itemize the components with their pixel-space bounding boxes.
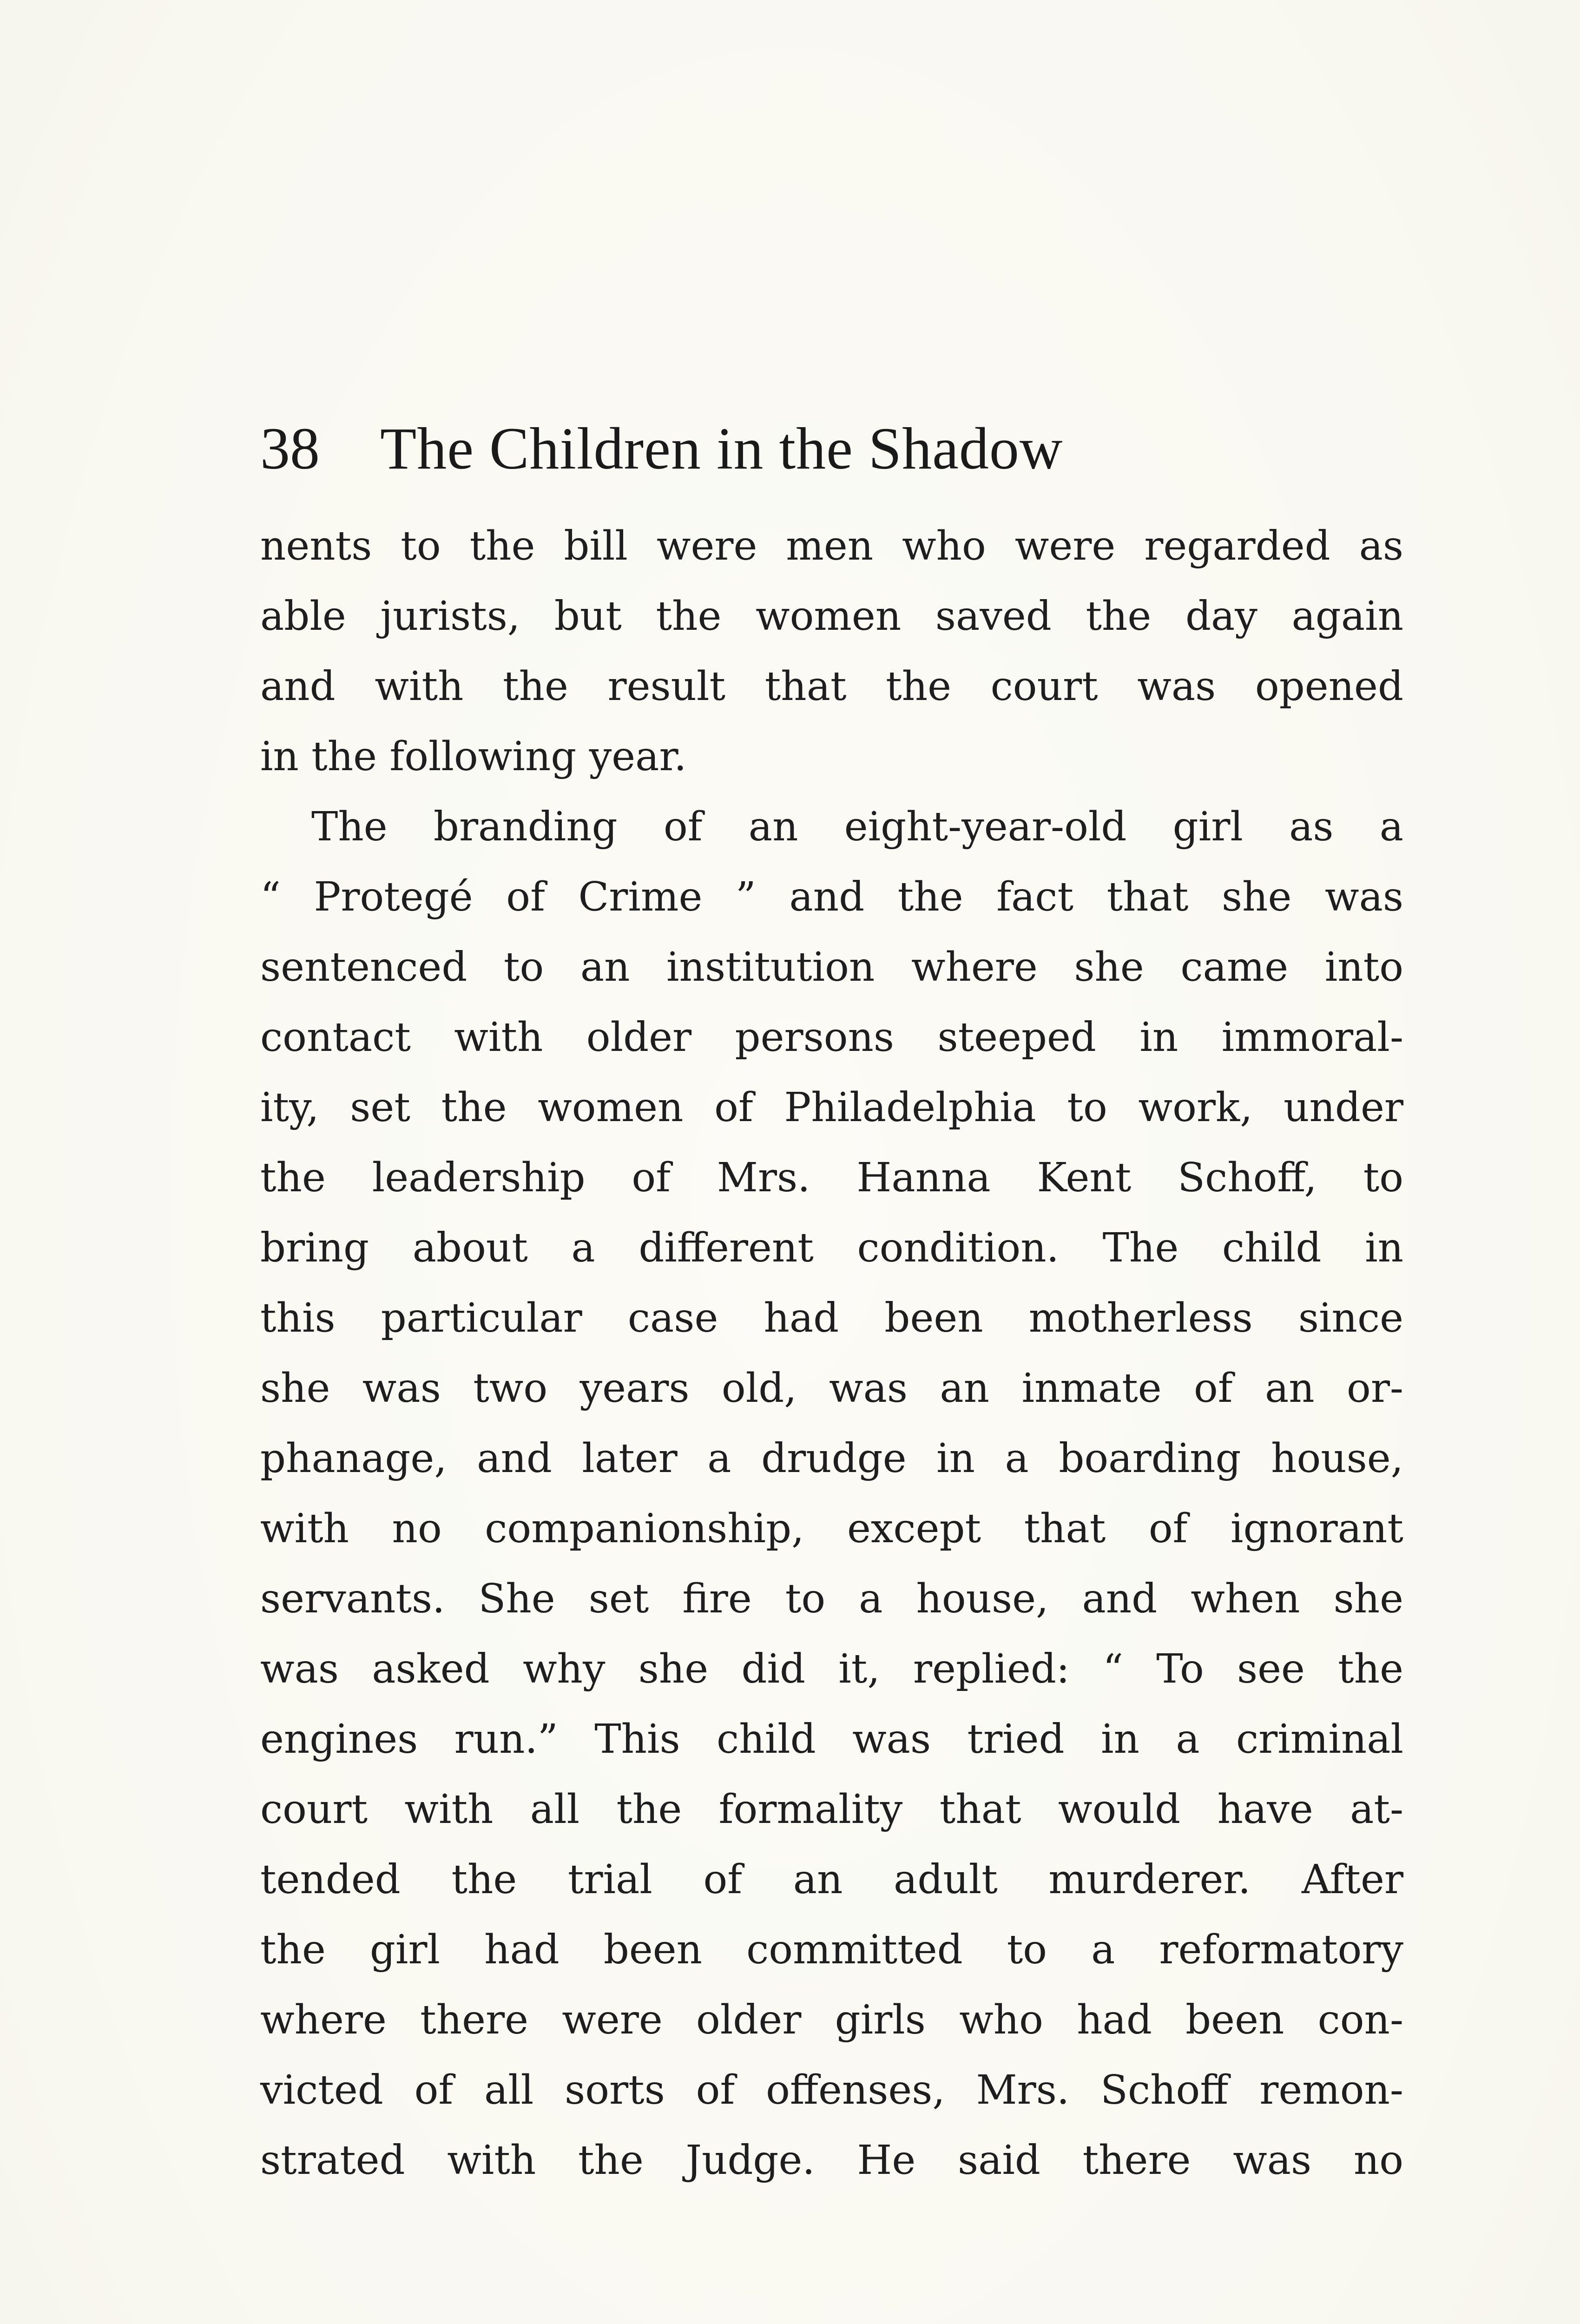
text-line: ity, set the women of Philadelphia to work, under (260, 1084, 1403, 1131)
text-line: nents to the bill were men who were regarded as (260, 523, 1403, 569)
text-line: strated with the Judge. He said there was no (260, 2137, 1403, 2184)
text-line: she was two years old, was an inmate of an or- (260, 1365, 1403, 1412)
text-line: “ Protegé of Crime ” and the fact that she was (260, 874, 1403, 920)
text-line: able jurists, but the women saved the day again (260, 593, 1403, 640)
text-line: servants. She set fire to a house, and when she (260, 1576, 1403, 1622)
text-line: phanage, and later a drudge in a boarding house, (260, 1435, 1403, 1482)
text-line: the girl had been committed to a reformatory (260, 1927, 1403, 1973)
text-line: victed of all sorts of offenses, Mrs. Schoff remon- (260, 2067, 1403, 2113)
text-line: sentenced to an institution where she came into (260, 944, 1403, 990)
body-text (260, 511, 1403, 2196)
book-title: The Children in the Shadow (380, 416, 1063, 482)
text-line: contact with older persons steeped in immoral- (260, 1014, 1403, 1061)
text-line: and with the result that the court was opened (260, 663, 1403, 710)
text-line: with no companionship, except that of ignorant (260, 1505, 1403, 1552)
running-head (260, 409, 1403, 488)
text-line: the leadership of Mrs. Hanna Kent Schoff, to (260, 1155, 1403, 1201)
text-line: where there were older girls who had been con- (260, 1997, 1403, 2043)
text-line: tended the trial of an adult murderer. After (260, 1856, 1403, 1903)
text-line: was asked why she did it, replied: “ To see the (260, 1646, 1403, 1692)
paragraph-start-line: The branding of an eight-year-old girl as a (311, 804, 1403, 850)
text-line: bring about a different condition. The child in (260, 1225, 1403, 1271)
text-line: engines run.” This child was tried in a criminal (260, 1716, 1403, 1763)
text-line: this particular case had been motherless since (260, 1295, 1403, 1341)
page-number: 38 (260, 416, 320, 482)
text-line: court with all the formality that would have at- (260, 1786, 1403, 1833)
paragraph-end-line: in the following year. (260, 733, 687, 780)
